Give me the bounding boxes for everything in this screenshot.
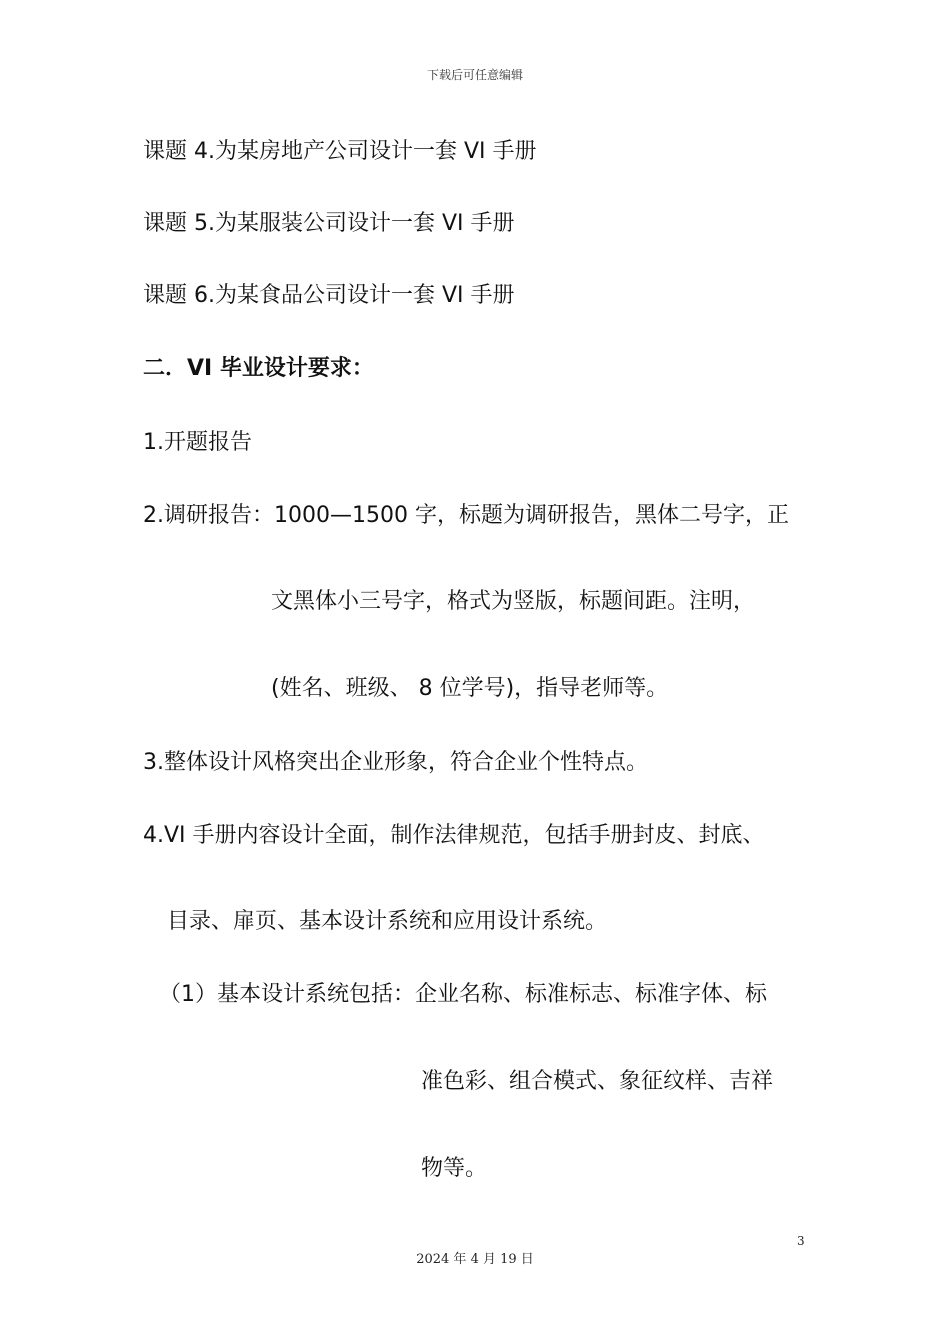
item-2-continuation-2: (姓名、班级、 8 位学号)，指导老师等。: [271, 676, 669, 701]
page-header-note: 下载后可任意编辑: [426, 68, 523, 82]
item-2-continuation-1: 文黑体小三号字，格式为竖版，标题间距。注明，: [271, 589, 756, 614]
item-4-continuation: 目录、扉页、基本设计系统和应用设计系统。: [167, 909, 608, 934]
section-heading: 二．VI 毕业设计要求：: [143, 356, 374, 381]
item-1-line: 1.开题报告: [143, 430, 252, 455]
sub-item-1-continuation-1: 准色彩、组合模式、象征纹样、吉祥: [421, 1069, 774, 1094]
topic-4-line: 课题 4.为某房地产公司设计一套 VI 手册: [143, 139, 537, 164]
topic-6-line: 课题 6.为某食品公司设计一套 VI 手册: [143, 283, 515, 308]
footer-date: 2024 年 4 月 19 日: [416, 1252, 534, 1267]
item-4-line: 4.VI 手册内容设计全面，制作法律规范，包括手册封皮、封底、: [143, 823, 765, 848]
sub-item-1-line: （1）基本设计系统包括：企业名称、标准标志、标准字体、标: [159, 982, 767, 1007]
page-number: 3: [797, 1234, 805, 1248]
item-2-line: 2.调研报告：1000—1500 字，标题为调研报告，黑体二号字，正: [143, 503, 789, 528]
sub-item-1-continuation-2: 物等。: [421, 1156, 488, 1181]
item-3-line: 3.整体设计风格突出企业形象，符合企业个性特点。: [143, 750, 648, 775]
topic-5-line: 课题 5.为某服装公司设计一套 VI 手册: [143, 211, 515, 236]
